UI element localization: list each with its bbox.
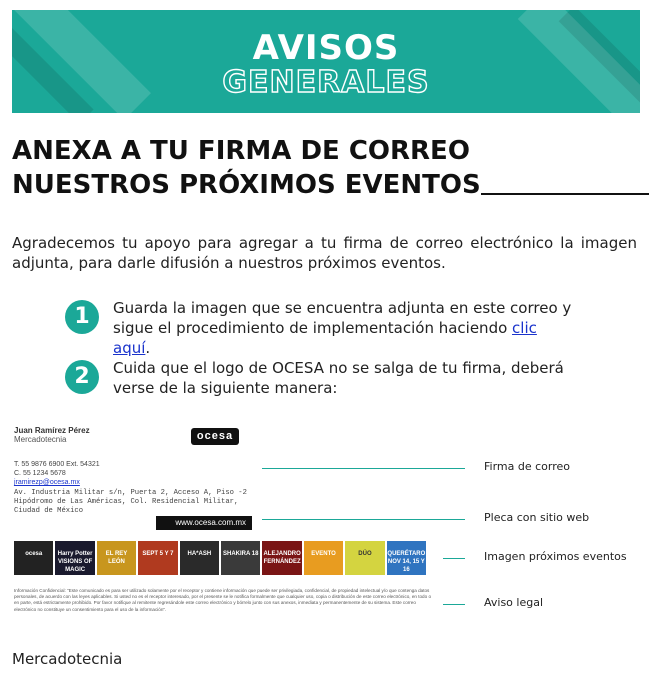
intro-paragraph: Agradecemos tu apoyo para agregar a tu firma de correo electrónico la imagen adjunta, para darle difusión a nuestros próximos eventos. (12, 234, 637, 272)
callout-line-pleca (262, 519, 465, 520)
signature-phone-1: T. 55 9876 6900 Ext. 54321 (14, 461, 100, 468)
event-thumb: EVENTO (304, 541, 343, 575)
signature-role: Mercadotecnia (14, 435, 67, 444)
event-thumb: QUERÉTARO NOV 14, 15 Y 16 (387, 541, 426, 575)
signature-address-line-1: Av. Industria Militar s/n, Puerta 2, Acceso A, Piso -2 (14, 489, 247, 497)
heading-rule (481, 193, 649, 195)
signature-name: Juan Ramírez Pérez (14, 426, 90, 435)
signature-address-line-3: Ciudad de México (14, 507, 84, 515)
heading-line-2: NUESTROS PRÓXIMOS EVENTOS (12, 170, 481, 200)
signature-phone-2: C. 55 1234 5678 (14, 470, 66, 477)
step-number-2: 2 (65, 360, 99, 394)
signature-address-line-2: Hipódromo de Las Américas, Col. Residencial Militar, (14, 498, 239, 506)
event-thumb: ALEJANDRO FERNÁNDEZ (262, 541, 301, 575)
event-thumb: EL REY LEÓN (97, 541, 136, 575)
callout-label-legal: Aviso legal (484, 596, 544, 609)
callout-label-pleca: Pleca con sitio web (484, 511, 590, 524)
callout-line-events (443, 558, 465, 559)
events-image-strip (14, 541, 426, 575)
step-2-text: Cuida que el logo de OCESA no se salga de tu firma, deberá verse de la siguiente manera: (113, 359, 564, 397)
event-thumb: Harry Potter VISIONS OF MAGIC (55, 541, 94, 575)
signature-example (14, 426, 426, 591)
footer-signoff: Mercadotecnia (12, 650, 123, 668)
ocesa-logo: ocesa (191, 428, 239, 445)
event-thumb: ocesa (14, 541, 53, 575)
clic-aqui-link[interactable]: clic aquí (113, 319, 537, 357)
avisos-generales-banner (12, 10, 640, 113)
callout-line-signature (262, 468, 465, 469)
event-thumb: DÚO (345, 541, 384, 575)
legal-notice: Información Confidencial: "Este comunicado es para ser utilizado solamente por el receptor y contiene información que puede ser privilegiada, confidencial, de propiedad intelectual y/o que contenga datos personales, de acuerdo con las leyes aplicables. Si usted no es el receptor interesado, por el presente se le notifica formalmente que cualquier uso, copia o distribución de este correo electrónico, en todo o en parte, está estrictamente prohibido. Por favor notifique al remitente regresándole este correo electrónico y bórrelo junto con sus anexos, inmediata y permanentemente de su sistema. Este correo electrónico no constituye un consentimiento para el uso de la información". (14, 588, 432, 612)
website-pleca: www.ocesa.com.mx (156, 516, 252, 530)
event-thumb: SEPT 5 Y 7 (138, 541, 177, 575)
heading-line-1: ANEXA A TU FIRMA DE CORREO (12, 136, 470, 166)
event-thumb: SHAKIRA 18 (221, 541, 260, 575)
callout-label-signature: Firma de correo (484, 460, 570, 473)
signature-contact (14, 460, 100, 487)
step-1-text (113, 298, 578, 358)
step-number-1: 1 (65, 300, 99, 334)
signature-email[interactable]: jramirezp@ocesa.mx (14, 479, 80, 486)
banner-subtitle: GENERALES (222, 65, 430, 100)
step-1-text-after: . (145, 339, 151, 357)
signature-address (14, 489, 247, 516)
callout-line-legal (443, 604, 465, 605)
page-heading (12, 134, 642, 202)
banner-title: AVISOS (252, 28, 400, 68)
step-1-text-before: Guarda la imagen que se encuentra adjunta en este correo y sigue el procedimiento de implementación haciendo (113, 299, 572, 337)
callout-label-events: Imagen próximos eventos (484, 550, 627, 563)
event-thumb: HA*ASH (180, 541, 219, 575)
